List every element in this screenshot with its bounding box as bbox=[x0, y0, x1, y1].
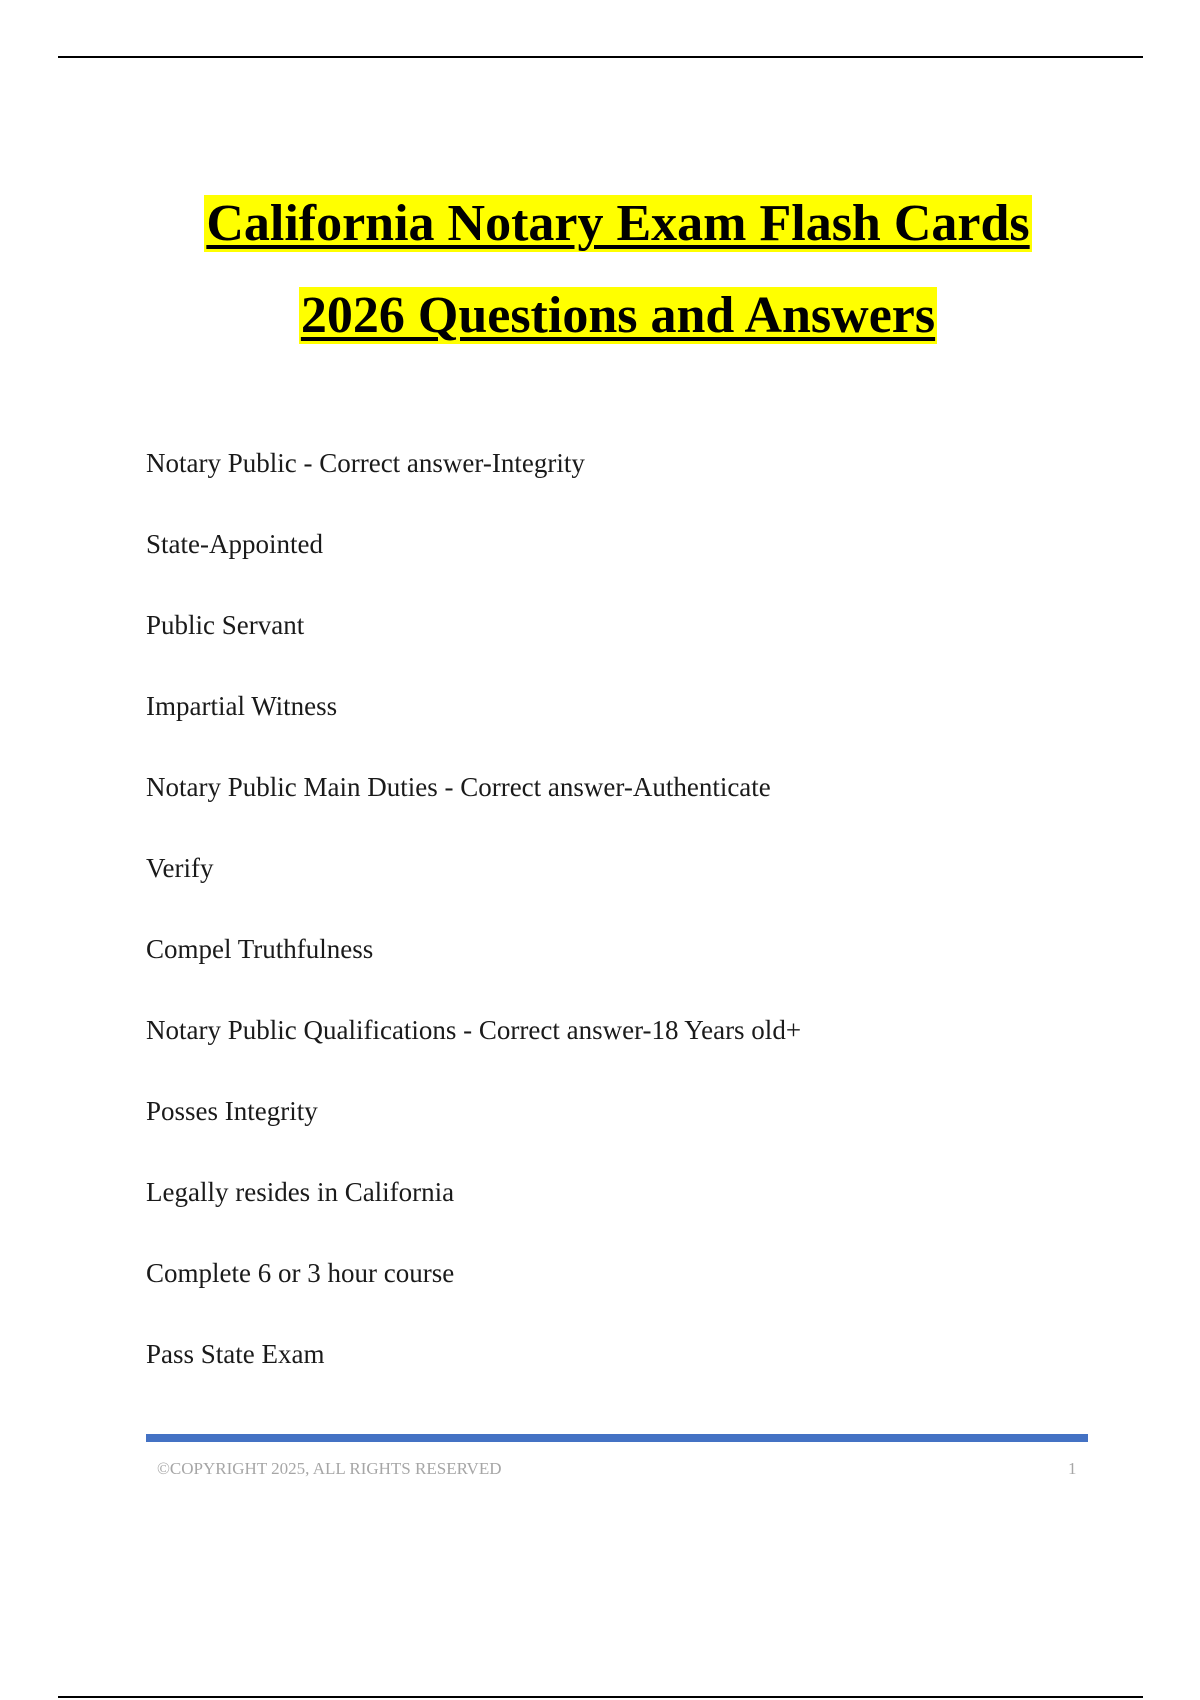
flashcard-list bbox=[146, 448, 801, 1420]
footer-copyright: ©COPYRIGHT 2025, ALL RIGHTS RESERVED bbox=[157, 1459, 502, 1478]
flashcard-line: Pass State Exam bbox=[146, 1339, 325, 1369]
flashcard-line: Public Servant bbox=[146, 610, 305, 640]
title-text-1: California Notary Exam Flash Cards bbox=[206, 195, 1030, 252]
flashcard-line: Complete 6 or 3 hour course bbox=[146, 1258, 455, 1288]
flashcard-line: Impartial Witness bbox=[146, 691, 338, 721]
footer-divider bbox=[146, 1434, 1088, 1442]
flashcard-line: Notary Public Qualifications - Correct answer-18 Years old+ bbox=[146, 1015, 802, 1045]
flashcard-line: Compel Truthfulness bbox=[146, 934, 374, 964]
title-line-1 bbox=[0, 178, 1200, 270]
page-number: 1 bbox=[1068, 1459, 1077, 1478]
bottom-rule bbox=[58, 1696, 1143, 1698]
flashcard-line: Verify bbox=[146, 853, 214, 883]
top-rule bbox=[58, 56, 1143, 58]
flashcard-line: Notary Public Main Duties - Correct answer-Authenticate bbox=[146, 772, 771, 802]
title-line-2 bbox=[0, 270, 1200, 362]
flashcard-line: Legally resides in California bbox=[146, 1177, 455, 1207]
flashcard-line: Posses Integrity bbox=[146, 1096, 318, 1126]
title-text-2: 2026 Questions and Answers bbox=[300, 287, 936, 344]
flashcard-line: Notary Public - Correct answer-Integrity bbox=[146, 448, 585, 478]
document-title bbox=[0, 178, 1200, 362]
flashcard-line: State-Appointed bbox=[146, 529, 323, 559]
